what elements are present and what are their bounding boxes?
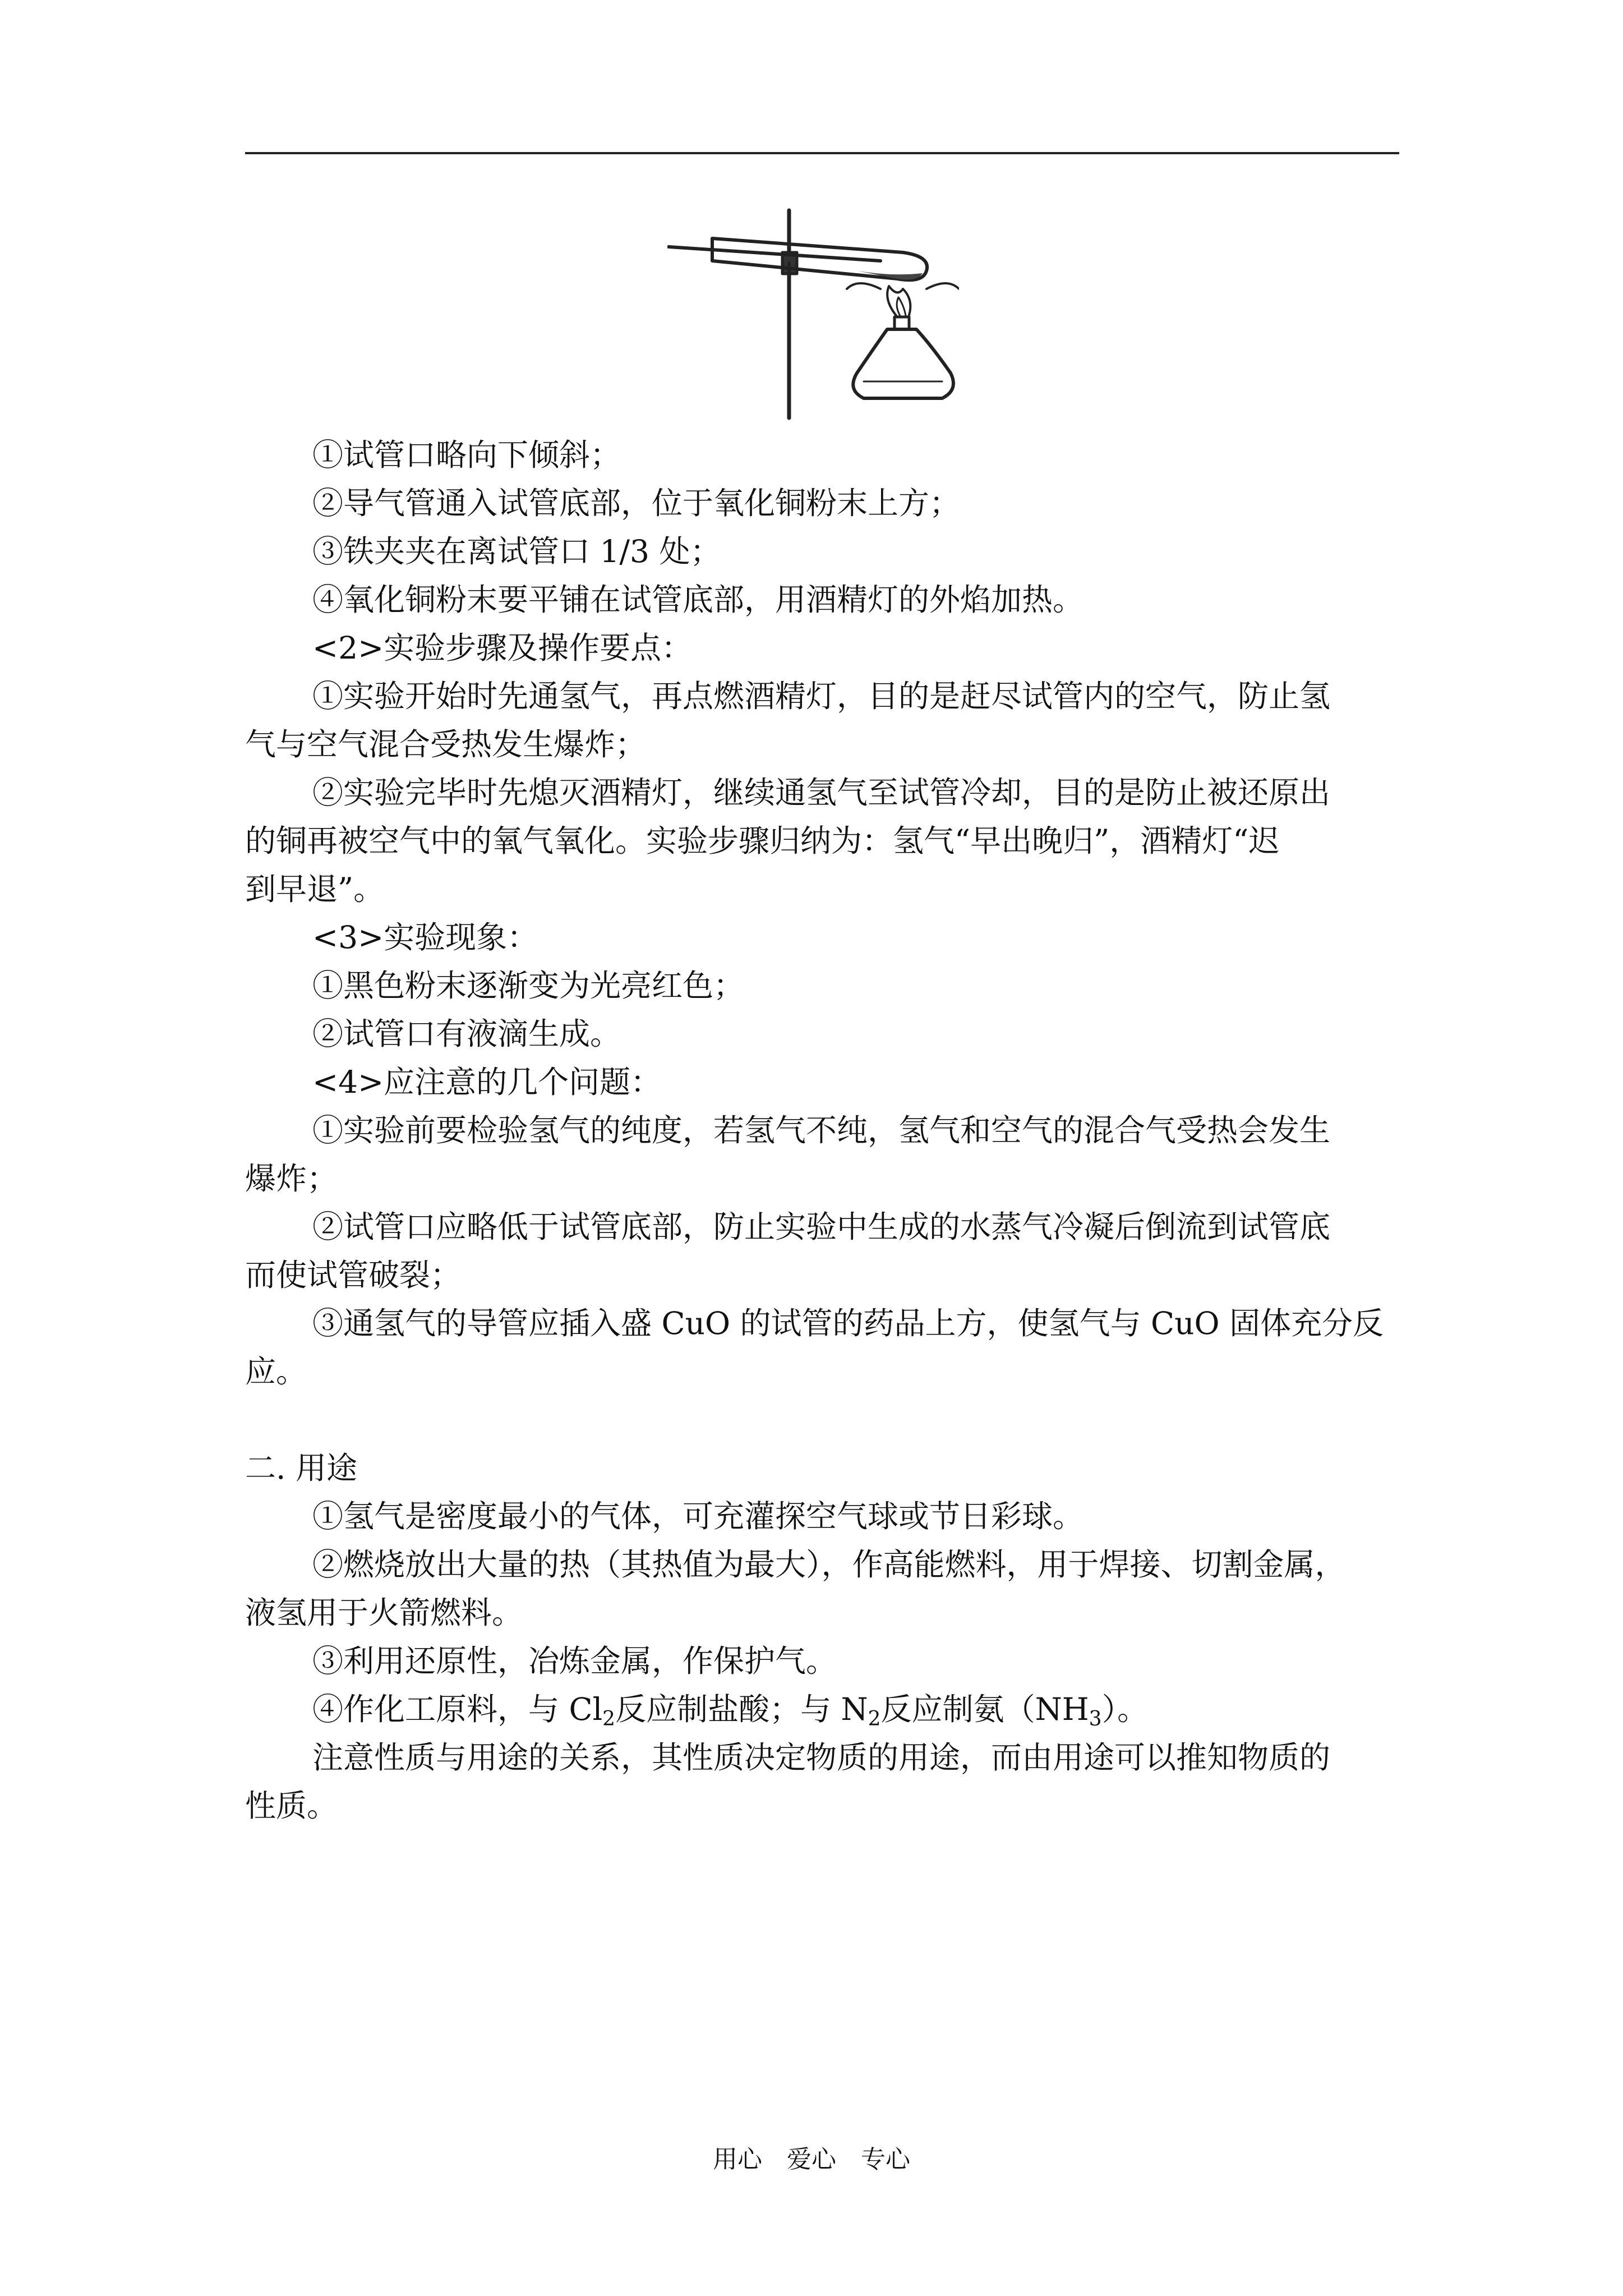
note-2-line-2: 而使试管破裂；: [245, 1257, 462, 1293]
use-3: ③利用还原性，冶炼金属，作保护气。: [312, 1643, 837, 1679]
uses-heading: 二. 用途: [245, 1450, 357, 1486]
test-tube: [712, 238, 927, 280]
alcohol-lamp: [853, 329, 953, 398]
setup-point-2: ②导气管通入试管底部，位于氧化铜粉末上方；: [312, 485, 961, 521]
setup-point-4: ④氧化铜粉末要平铺在试管底部，用酒精灯的外焰加热。: [312, 582, 1084, 618]
section-spacer: [245, 1396, 1400, 1444]
note-3-line-2: 应。: [245, 1354, 307, 1389]
step-2-line-2: 的铜再被空气中的氧气氧化。实验步骤归纳为：氢气“早出晚归”，酒精灯“迟: [245, 823, 1280, 859]
use-4-sub-2: 2: [868, 1708, 881, 1731]
uses-note-line-1: 注意性质与用途的关系，其性质决定物质的用途，而由用途可以推知物质的: [312, 1740, 1331, 1775]
use-1: ①氢气是密度最小的气体，可充灌探空气球或节日彩球。: [312, 1498, 1084, 1534]
note-1-line-1: ①实验前要检验氢气的纯度，若氢气不纯，氢气和空气的混合气受热会发生: [312, 1112, 1331, 1148]
step-1-line-2: 气与空气混合受热发生爆炸；: [245, 726, 647, 762]
lamp-support: [847, 283, 880, 289]
note-3-line-1: ③通氢气的导管应插入盛 CuO 的试管的药品上方，使氢气与 CuO 固体充分反: [312, 1305, 1384, 1341]
use-4-part-2: 反应制盐酸；与 N: [615, 1691, 868, 1727]
use-4-part-3: 反应制氨（NH: [880, 1691, 1089, 1727]
main-content: [245, 431, 1400, 1830]
phenomenon-1: ①黑色粉末逐渐变为光亮红色；: [312, 968, 745, 1004]
phenomena-heading: <3>实验现象：: [312, 919, 538, 955]
lamp-wick: [895, 317, 909, 329]
header-rule: [245, 152, 1399, 154]
use-4: [245, 1685, 1400, 1733]
hydrogen-reduction-apparatus-figure: [667, 205, 959, 421]
page-footer: 用心 爱心 专心: [713, 2145, 910, 2174]
use-4-part-4: ）。: [1101, 1691, 1149, 1727]
use-2-line-2: 液氢用于火箭燃料。: [245, 1595, 523, 1631]
setup-point-1: ①试管口略向下倾斜；: [312, 437, 621, 473]
notes-heading: <4>应注意的几个问题：: [312, 1064, 662, 1100]
use-4-sub-3: 3: [1089, 1708, 1102, 1731]
use-4-part-1: ④作化工原料，与 Cl: [312, 1691, 603, 1727]
use-4-sub-1: 2: [602, 1708, 616, 1731]
steps-heading: <2>实验步骤及操作要点：: [312, 630, 693, 666]
step-2-line-3: 到早退”。: [245, 871, 385, 907]
step-2-line-1: ②实验完毕时先熄灭酒精灯，继续通氢气至试管冷却，目的是防止被还原出: [312, 775, 1331, 811]
use-2-line-1: ②燃烧放出大量的热（其热值为最大），作高能燃料，用于焊接、切割金属，: [312, 1547, 1346, 1582]
uses-note-line-2: 性质。: [245, 1788, 338, 1824]
setup-point-3: ③铁夹夹在离试管口 1/3 处；: [312, 533, 721, 569]
note-2-line-1: ②试管口应略低于试管底部，防止实验中生成的水蒸气冷凝后倒流到试管底: [312, 1209, 1331, 1245]
phenomenon-2: ②试管口有液滴生成。: [312, 1016, 621, 1052]
step-1-line-1: ①实验开始时先通氢气，再点燃酒精灯，目的是赶尽试管内的空气，防止氢: [312, 678, 1331, 714]
note-1-line-2: 爆炸；: [245, 1161, 338, 1197]
